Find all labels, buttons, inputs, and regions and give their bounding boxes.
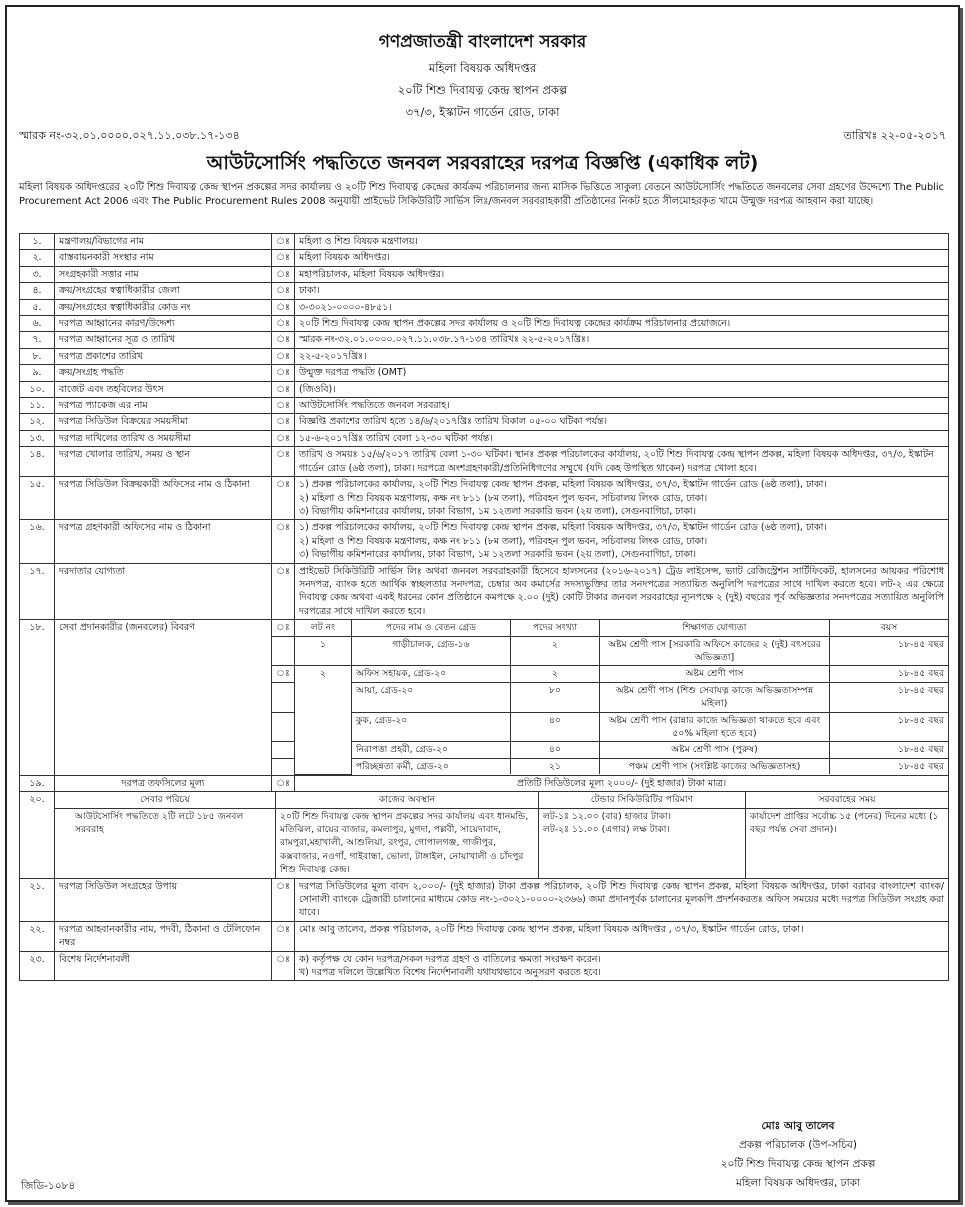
row-label: ক্রয়/সংগ্রহের স্বত্বাধিকারীর জেলা [55,283,272,299]
reference-row [19,127,946,146]
address-line: ৩) বিভাগীয় কমিশনারের কার্যালয়, ঢাকা বিভাগ, ১ম ১২তলা সরকারি ভবন (২য় তলা), সেগুনবাগিচা, ঢাকা। [299,505,696,517]
age: ১৮-৪৫ বছর [830,758,949,774]
row-value: ঢাকা। [295,283,949,299]
colon: ঃ [272,266,295,282]
staff-row [272,636,948,666]
work-locations: ২০টি শিশু দিবাযত্ন কেন্দ্র স্থাপন প্রকল্পের সদর কার্যালয় এবং ধানমন্ডি, মতিঝিল, রায়ের বাজার, কমলাপুর, মুগদা, পল্লবী, সায়েদাবাদ, রামপুরা,মহাখালী, আশুলিয়া, রংপুর, গোপালগঞ্জ, গাজীপুর, কক্সবাজার, নওগাঁ, গাইবান্ধা, ভোলা, টাঙ্গাইল, নোয়াখালী ও চাঁদপুর শিশু দিবাযত্ন কেন্দ্র। [276,808,539,878]
row-number: ১. [20,234,55,250]
row-label: দরপত্র গ্রহণকারী অফিসের নাম ও ঠিকানা [55,520,272,563]
header-location: কাজের অবস্থান [276,792,539,808]
post-name: আয়া, গ্রেড-২০ [352,682,511,712]
row-number: ২১. [20,878,55,921]
header-education: শিক্ষাগত যোগ্যতা [600,620,830,636]
colon: ঃ [272,666,295,682]
colon: ঃ [272,398,295,414]
colon: ঃ [272,447,295,477]
lot-number: ১ [295,636,352,666]
table-row [20,365,949,381]
table-row [20,348,949,364]
colon: ঃ [272,921,295,951]
notice-frame [5,5,960,1202]
notice-title: আউটসোর্সিং পদ্ধতিতে জনবল সরবরাহের দরপত্র বিজ্ঞপ্তি (একাধিক লট) [206,152,759,174]
letterhead [7,29,958,123]
row-value: মোঃ আবু তালেব, প্রকল্প পরিচালক, ২০টি শিশু দিবাযত্ন কেন্দ্র স্থাপন প্রকল্প, মহিলা বিষয়ক অধিদপ্তর , ৩৭/৩, ইস্কাটন গার্ডেন রোড, ঢাকা। [295,921,949,951]
intro-paragraph: মহিলা বিষয়ক অধিদপ্তরের ২০টি শিশু দিবাযত্ন কেন্দ্র স্থাপন প্রকল্পের সদর কার্যালয় ও ২০টি শিশু দিবাযত্ন কেন্দ্রের কার্যক্রম পরিচালনার জন্য মাসিক ভিত্তিতে সাকুল্য বেতনে আউটসোর্সিং পদ্ধতিতে জনবলের সেবা গ্রহণের উদ্দেশ্যে The Public Procurement Act 2006 এবং The Public Procurement Rules 2008 অনুযায়ী প্রাইভেট সিকিউরিটি সার্ভিস লিঃ/জনবল সরবরাহকারী প্রতিষ্ঠানের নিকট হতে সীলমোহরকৃত খামে উন্মুক্ত দরপত্র আহবান করা যাচ্ছে। [19,182,944,208]
address-line: ৩) বিভাগীয় কমিশনারের কার্যালয়, ঢাকা বিভাগ, ১ম ১২তলা সরকারি ভবন (২য় তলা), সেগুনবাগিচা, ঢাকা। [299,549,696,561]
row-label: দরপত্র সিডিউল বিক্রয়কারী অফিসের নাম ও ঠিকানা [55,477,272,520]
row-number: ২৩. [20,951,55,981]
header-service: সেবার পরিচয় [55,792,276,808]
row-value: ২০টি শিশু দিবাযত্ন কেন্দ্র স্থাপন প্রকল্পের সদর কার্যালয় ও ২০টি শিশু দিবাযত্ন কেন্দ্রের কার্যক্রম পরিচালনার প্রয়োজনে। [295,316,949,332]
colon: ঃ [272,250,295,266]
supply-time: কার্যাদেশ প্রাপ্তির সর্বোচ্চ ১৫ (পনের) দিনের মধ্যে (১ বছর পর্যন্ত সেবা প্রদান)। [746,808,949,878]
row-value: প্রতিটি সিডিউলের মূল্য ২০০০/- (দুই হাজার) টাকা মাত্র। [295,775,949,791]
row-value: দরপত্র সিডিউলের মূল্য বাবদ ২,০০০/- (দুই হাজার) টাকা প্রকল্প পরিচালক, ২০টি শিশু দিবাযত্ন কেন্দ্র স্থাপন প্রকল্প, মহিলা বিষয়ক অধিদপ্তর, ঢাকা বরাবর বাংলাদেশ ব্যাংক/সোনালী ব্যাংকে ট্রেজারী চালানের মাধ্যমে কোড নং-১-৩০২১-০০০০-২৩৬৬) জমা প্রদানপূর্বক চালানের মূলকপি প্রদর্শনকরতঃ অফিস সময়ের মধ্যে দরপত্র সিডিউল সংগ্রহ করা যাবে। [295,878,949,921]
table-row [20,414,949,430]
post-name: নিরাপত্তা প্রহরী, গ্রেড-২০ [352,742,511,758]
security-lot1: লট-১ঃ ১২.০০ (বার) হাজার টাকা। [543,810,671,822]
colon: ঃ [272,430,295,446]
row-number: ২০. [20,792,55,878]
row-number: ১৯. [20,775,55,791]
row-number: ৬. [20,316,55,332]
row-label: দরপত্র দাখিলের তারিখ ও সময়সীমা [55,430,272,446]
row-value: ২২-৫-২০১৭খ্রিঃ। [295,348,949,364]
row-number: ১৭. [20,563,55,620]
row-number: ৩. [20,266,55,282]
table-row [20,299,949,315]
header-age: বয়স [830,620,949,636]
post-count: ২ [511,636,600,666]
row-number: ৯. [20,365,55,381]
row-value: প্রাইভেট সিকিউরিটি সার্ভিস লিঃ অথবা জনবল সরবরাহকারী হিসেবে হালসনের (২০১৬-২০১৭) ট্রেড লাইসেন্স, ভ্যাট রেজিস্ট্রেশন সার্টিফিকেট, হালসনের আয়কর পরিশোধ সনদপত্র, ব্যাংক হতে আর্থিক স্বচ্ছলতার সনদপত্র, চেম্বার অব কমার্সের সদস্যভুক্তির তার সনদপত্রের সত্যায়িত অনুলিপি দরপত্রের সাথে দাখিল করতে হবে। লট-২ এর ক্ষেত্রে দিবাযত্ন কেন্দ্র অথবা একই ধরনের কোন প্রতিষ্ঠানে কমপক্ষে ২.০০ (দুই) কোটি টাকার জনবল সরবরাহের ন্যূনপক্ষে ২ (দুই) বছরের পূর্ব অভিজ্ঞতার সনদপত্রের সত্যায়িত অনুলিপি দরপত্রের সাথে দাখিল করতে হবে। [295,563,949,620]
row-value [295,951,949,981]
table-row [20,447,949,477]
row-value: মহাপরিচালক, মহিলা বিষয়ক অধিদপ্তর। [295,266,949,282]
row-number: ১৪. [20,447,55,477]
row-label: দরপত্র খোলার তারিখ, সময় ও স্থান [55,447,272,477]
row-number: ১৫. [20,477,55,520]
staff-row [272,742,948,758]
row-value: মহিলা বিষয়ক অধিদপ্তর। [295,250,949,266]
education: পঞ্চম শ্রেণী পাস (সংশ্লিষ্ট কাজের অভিজ্ঞতাসহ) [600,758,830,774]
row-number: ১০. [20,381,55,397]
row-label: বাজেট এবং তহবিলের উৎস [55,381,272,397]
row-value: (জিওবি)। [295,381,949,397]
table-row [20,234,949,250]
age: ১৮-৪৫ বছর [830,742,949,758]
colon: ঃ [272,348,295,364]
row-value: ১৫-৬-২০১৭খ্রিঃ তারিখ বেলা ১২-৩০ ঘটিকা পর্যন্ত। [295,430,949,446]
header-post: পদের নাম ও বেতন গ্রেড [352,620,511,636]
govt-name: গণপ্রজাতন্ত্রী বাংলাদেশ সরকার [378,32,587,52]
row-value: স্মারক নং-৩২.০১.০০০০.০২৭.১১.০৩৮.১৭-১৩৪ তারিখঃ ২২-৫-২০১৭খ্রিঃ। [295,332,949,348]
post-name: কুক, গ্রেড-২০ [352,712,511,742]
age: ১৮-৪৫ বছর [830,666,949,682]
row-number: ৮. [20,348,55,364]
row-label: মন্ত্রণালয়/বিভাগের নাম [55,234,272,250]
row-label: বাস্তবায়নকারী সংস্থার নাম [55,250,272,266]
signatory-office: মহিলা বিষয়ক অধিদপ্তর, ঢাকা [735,1177,861,1189]
education: অষ্টম শ্রেণী পাস (রান্নার কাজে অভিজ্ঞতা থাকতে হবে এবং ৫০% মহিলা হতে হবে) [600,712,830,742]
age: ১৮-৪৫ বছর [830,682,949,712]
row-value: আউটসোর্সিং পদ্ধতিতে জনবল সরবরাহ। [295,398,949,414]
row-label: ক্রয়/সংগ্রহ পদ্ধতি [55,365,272,381]
education: অষ্টম শ্রেণী পাস [600,666,830,682]
education: অষ্টম শ্রেণী পাস (শিশু সেবাযত্ন কাজে অভিজ্ঞতাসম্পন্ন মহিলা) [600,682,830,712]
row-label: দরপত্র আহ্বানের সূত্র ও তারিখ [55,332,272,348]
colon: ঃ [272,477,295,520]
age: ১৮-৪৫ বছর [830,712,949,742]
signature-block [668,1117,928,1193]
service-subtable [55,792,948,877]
table-row [20,620,949,776]
staff-subtable [272,620,948,775]
row-number: ১১. [20,398,55,414]
row-label: ক্রয়/সংগ্রহের স্বত্বাধিকারীর কোড নং [55,299,272,315]
row-number: ২. [20,250,55,266]
row-label: দরপত্র সিডিউল বিক্রয়ের সময়সীমা [55,414,272,430]
row-value: বিজ্ঞপ্তি প্রকাশের তারিখ হতে ১৪/৬/২০১৭খ্রিঃ তারিখ বিকাল ০৫-০০ ঘটিকা পর্যন্ত। [295,414,949,430]
signatory-designation: প্রকল্প পরিচালক (উপ-সচিব) [739,1139,857,1151]
staff-row [272,666,948,682]
row-value [295,520,949,563]
row-label: দরপত্র প্যাকেজ এর নাম [55,398,272,414]
address-line: ২) মহিলা ও শিশু বিষয়ক মন্ত্রণালয়, কক্ষ নং ৮১১ (৮ম তলা), পরিবহন পুল ভবন, সচিবালয় লিংক রোড, ঢাকা। [299,535,708,547]
notice-date: তারিখঃ ২২-০৫-২০১৭ [843,129,946,142]
post-count: ৪০ [511,712,600,742]
instruction-line: খ) দরপত্র দলিলে উল্লেখিত বিশেষ নির্দেশনাবলী যথাযথভাবে অনুসরণ করতে হবে। [299,967,601,978]
project-name: ২০টি শিশু দিবাযত্ন কেন্দ্র স্থাপন প্রকল্প [397,83,568,97]
row-label: দরপত্র আহবানকারীর নাম, পদবী, ঠিকানা ও টেলিফোন নম্বর [55,921,272,951]
post-name: পরিচ্ছন্নতা কর্মী, গ্রেড-২০ [352,758,511,774]
header-time: সরবরাহের সময় [746,792,949,808]
table-row [20,430,949,446]
colon: ঃ [272,414,295,430]
staff-row [272,712,948,742]
staff-subtable-cell [272,620,949,776]
table-row [20,563,949,620]
header-count: পদের সংখ্যা [511,620,600,636]
signatory-project: ২০টি শিশু দিবাযত্ন কেন্দ্র স্থাপন প্রকল্প [720,1158,876,1170]
colon: ঃ [272,332,295,348]
signatory-name: মোঃ আবু তালেব [761,1120,835,1132]
colon: ঃ [272,283,295,299]
row-number: ৭. [20,332,55,348]
security-lot2: লট-২ঃ ১১.০০ (এগার) লক্ষ টাকা। [543,823,670,835]
colon: ঃ [272,381,295,397]
row-number: ৪. [20,283,55,299]
row-number: ১৬. [20,520,55,563]
table-row [20,951,949,981]
row-value: মহিলা ও শিশু বিষয়ক মন্ত্রণালয়। [295,234,949,250]
service-subtable-cell [55,792,949,878]
table-row [20,266,949,282]
table-row [20,398,949,414]
table-row [20,792,949,878]
header-lot: লট নং [295,620,352,636]
row-number: ১৩. [20,430,55,446]
row-label: দরপত্র সিডিউল সংগ্রহের উপায় [55,878,272,921]
row-number: ১২. [20,414,55,430]
post-name: গাড়ীচালক, গ্রেড-১৬ [352,636,511,666]
colon: ঃ [272,878,295,921]
tender-table [19,233,949,981]
row-label: সেবা প্রদানকারীর (জনবলের) বিবরণ [55,620,272,776]
table-row [20,921,949,951]
table-row [20,381,949,397]
table-row [20,878,949,921]
row-value: ৩-৩০২১-০০০০-৪৮৫১। [295,299,949,315]
row-number: ১৮. [20,620,55,776]
post-name: অফিস সহায়ক, গ্রেড-২০ [352,666,511,682]
row-number: ৫. [20,299,55,315]
age: ১৮-৪৫ বছর [830,636,949,666]
simple-rows [20,234,949,477]
colon: ঃ [272,620,295,636]
instruction-line: ক) কর্তৃপক্ষ যে কোন দরপত্র/সকল দরপত্র গ্রহণ ও বাতিলের ক্ষমতা সংরক্ষণ করেন। [299,953,601,965]
table-row [20,250,949,266]
row-label: দরদাতার যোগ্যতা [55,563,272,620]
address-line: ১) প্রকল্প পরিচালকের কার্যালয়, ২০টি শিশু দিবাযত্ন কেন্দ্র স্থাপন প্রকল্প, মহিলা বিষয়ক অধিদপ্তর, ৩৭/৩, ইস্কাটন গার্ডেন রোড (৬ষ্ঠ তলা), ঢাকা। [299,522,827,534]
post-count: ২১ [511,758,600,774]
table-row [20,332,949,348]
education: অষ্টম শ্রেণী পাস [সরকারি অফিসে কাজের ২ (দুই) বৎসরের অভিজ্ঞতা] [600,636,830,666]
row-label: বিশেষ নির্দেশনাবলী [55,951,272,981]
colon: ঃ [272,234,295,250]
colon: ঃ [272,316,295,332]
colon: ঃ [272,299,295,315]
lot-number: ২ [295,666,352,774]
colon: ঃ [272,520,295,563]
education: অষ্টম শ্রেণী পাস (পুরুষ) [600,742,830,758]
post-count: ৪০ [511,742,600,758]
address-line: ১) প্রকল্প পরিচালকের কার্যালয়, ২০টি শিশু দিবাযত্ন কেন্দ্র স্থাপন প্রকল্প, মহিলা বিষয়ক অধিদপ্তর, ৩৭/৩, ইস্কাটন গার্ডেন রোড (৬ষ্ঠ তলা), ঢাকা। [299,479,827,491]
row-value: তারিখ ও সময়ঃ ১৫/৬/২০১৭ তারিখ বেলা ১-৩০ ঘটিকা। স্থানঃ প্রকল্প পরিচালকের কার্যালয়, ২০টি শিশু দিবাযত্ন কেন্দ্র স্থাপন প্রকল্প, মহিলা বিষয়ক অধিদপ্তর, ৩৭/৩, ইস্কাটন গার্ডেন রোড (৬ষ্ঠ তলা), ঢাকা। দরপত্রে অংশগ্রহণকারী/প্রতিনিধিগণের সম্মুখে (যদি কেহ উপস্থিত থাকেন) দরপত্র খোলা হবে। [295,447,949,477]
memo-number: স্মারক নং-৩২.০১.০০০০.০২৭.১১.০৩৮.১৭-১৩৪ [19,129,240,142]
table-row [20,283,949,299]
row-label: সংগ্রহকারী সত্তার নাম [55,266,272,282]
table-row [20,520,949,563]
colon: ঃ [272,775,295,791]
staff-row [272,682,948,712]
post-count: ২ [511,666,600,682]
header-security: টেন্ডার সিকিউরিটির পরিমাণ [539,792,746,808]
colon: ঃ [272,563,295,620]
table-row [20,316,949,332]
row-label: দরপত্র আহ্বানের কারণ/উদ্দেশ্য [55,316,272,332]
row-label: দরপত্র তফসিলের মূল্য [55,775,272,791]
colon: ঃ [272,951,295,981]
row-number: ২২. [20,921,55,951]
address-line: ২) মহিলা ও শিশু বিষয়ক মন্ত্রণালয়, কক্ষ নং ৮১১ (৮ম তলা), পরিবহন পুল ভবন, সচিবালয় লিংক রোড, ঢাকা। [299,492,708,504]
dept-name: মহিলা বিষয়ক অধিদপ্তর [428,61,537,75]
colon: ঃ [272,365,295,381]
table-row [20,477,949,520]
post-count: ৮০ [511,682,600,712]
service-description: আউটসোর্সিং পদ্ধতিতে ২টি লটে ১৮৫ জনবল সরবরাহ [55,808,276,878]
row-label: দরপত্র প্রকাশের তারিখ [55,348,272,364]
row-value: উন্মুক্ত দরপত্র পদ্ধতি (OMT) [295,365,949,381]
address: ৩৭/৩, ইস্কাটন গার্ডেন রোড, ঢাকা [405,105,560,119]
staff-row [272,758,948,774]
row-value [295,477,949,520]
gd-number: জিডি-১০৮৪ [21,1180,76,1192]
table-row [20,775,949,791]
